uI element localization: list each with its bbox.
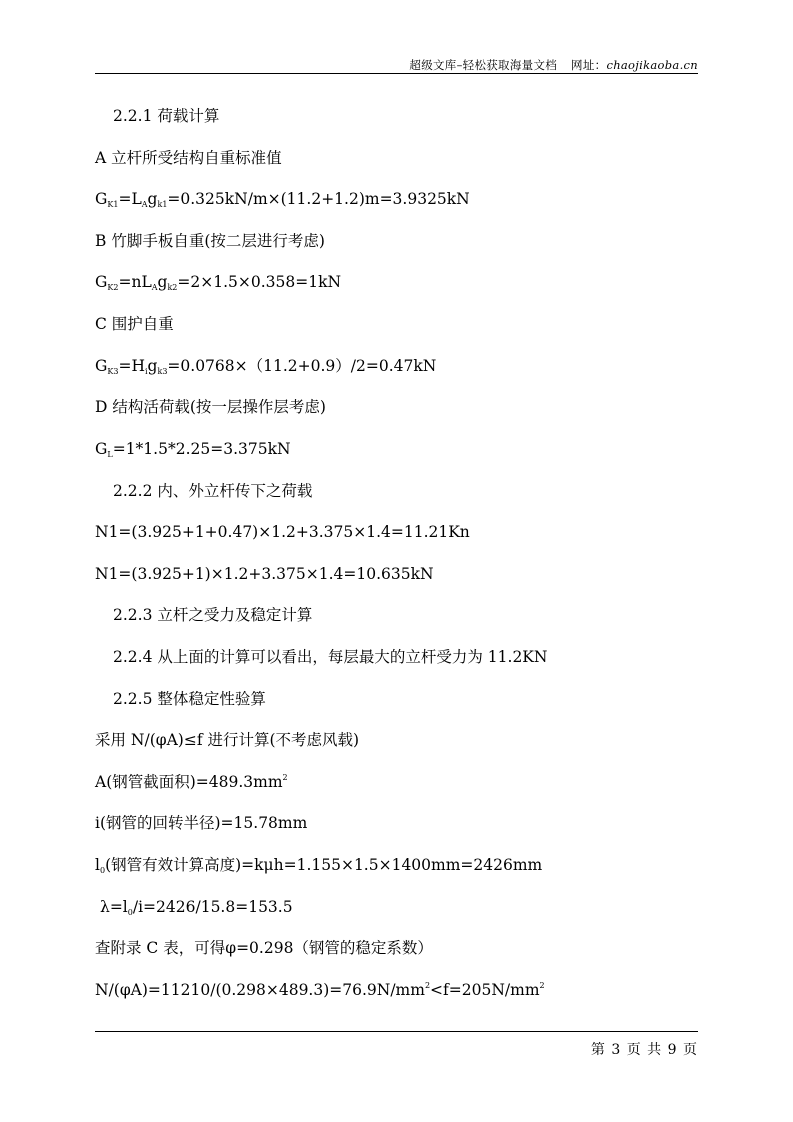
formula-line: N1=(3.925+1)×1.2+3.375×1.4=10.635kN	[95, 565, 434, 583]
text-line: D 结构活荷载(按一层操作层考虑)	[95, 398, 326, 416]
header-divider	[95, 73, 698, 74]
formula-line: $G_{K1}=L_Ag_{k1}=0.325kN/m\times(11.2+1.2)m=3.9325kN$	[95, 190, 470, 209]
formula-line: $G_{K3}=H_ig_{k3}=0.0768\times(11.2+0.9)/2=0.47kN$	[95, 357, 437, 376]
formula-line: $G_L=1*1.5*2.25=3.375kN$	[95, 440, 291, 459]
section-heading-2-2-2: 2.2.2 内、外立杆传下之荷载	[113, 482, 313, 500]
formula-line: i(钢管的回转半径)=15.78mm	[95, 814, 308, 832]
formula-line: N1=(3.925+1+0.47)×1.2+3.375×1.4=11.21Kn	[95, 523, 470, 541]
formula-line: $N/(\varphi A)=11210/(0.298\times 489.3)=76.9N/mm^2<f=205N/mm^2$	[95, 981, 545, 999]
formula-line: $G_{K2}=nL_Ag_{k2}=2\times 1.5\times 0.358=1kN$	[95, 273, 342, 292]
section-heading-2-2-5: 2.2.5 整体稳定性验算	[113, 690, 266, 708]
page-header	[409, 57, 698, 73]
header-url: chaojikaoba.cn	[606, 58, 698, 72]
text-line: A 立杆所受结构自重标准值	[95, 149, 282, 167]
header-site-name: 超级文库–轻松获取海量文档	[409, 58, 558, 72]
text-line: C 围护自重	[95, 315, 174, 333]
section-heading-2-2-1: 2.2.1 荷载计算	[113, 107, 220, 125]
formula-line: $\lambda=l_0/i=2426/15.8=153.5$	[100, 898, 293, 917]
section-heading-2-2-3: 2.2.3 立杆之受力及稳定计算	[113, 606, 313, 624]
footer-divider	[95, 1031, 698, 1032]
formula-line: A(钢管截面积)$=489.3mm^2$	[95, 773, 288, 791]
text-line: 查附录 C 表，可得φ=0.298（钢管的稳定系数）	[95, 939, 433, 957]
page-number: 第 3 页 共 9 页	[590, 1042, 698, 1058]
text-line: 采用 N/(φA)≤f 进行计算(不考虑风载)	[95, 731, 360, 749]
text-line: B 竹脚手板自重(按二层进行考虑)	[95, 232, 325, 250]
formula-line: $l_0$(钢管有效计算高度)=kμh=1.155×1.5×1400mm=2426mm	[95, 856, 543, 875]
section-heading-2-2-4: 2.2.4 从上面的计算可以看出，每层最大的立杆受力为 11.2KN	[113, 648, 548, 666]
header-url-label: 网址：	[571, 58, 607, 72]
